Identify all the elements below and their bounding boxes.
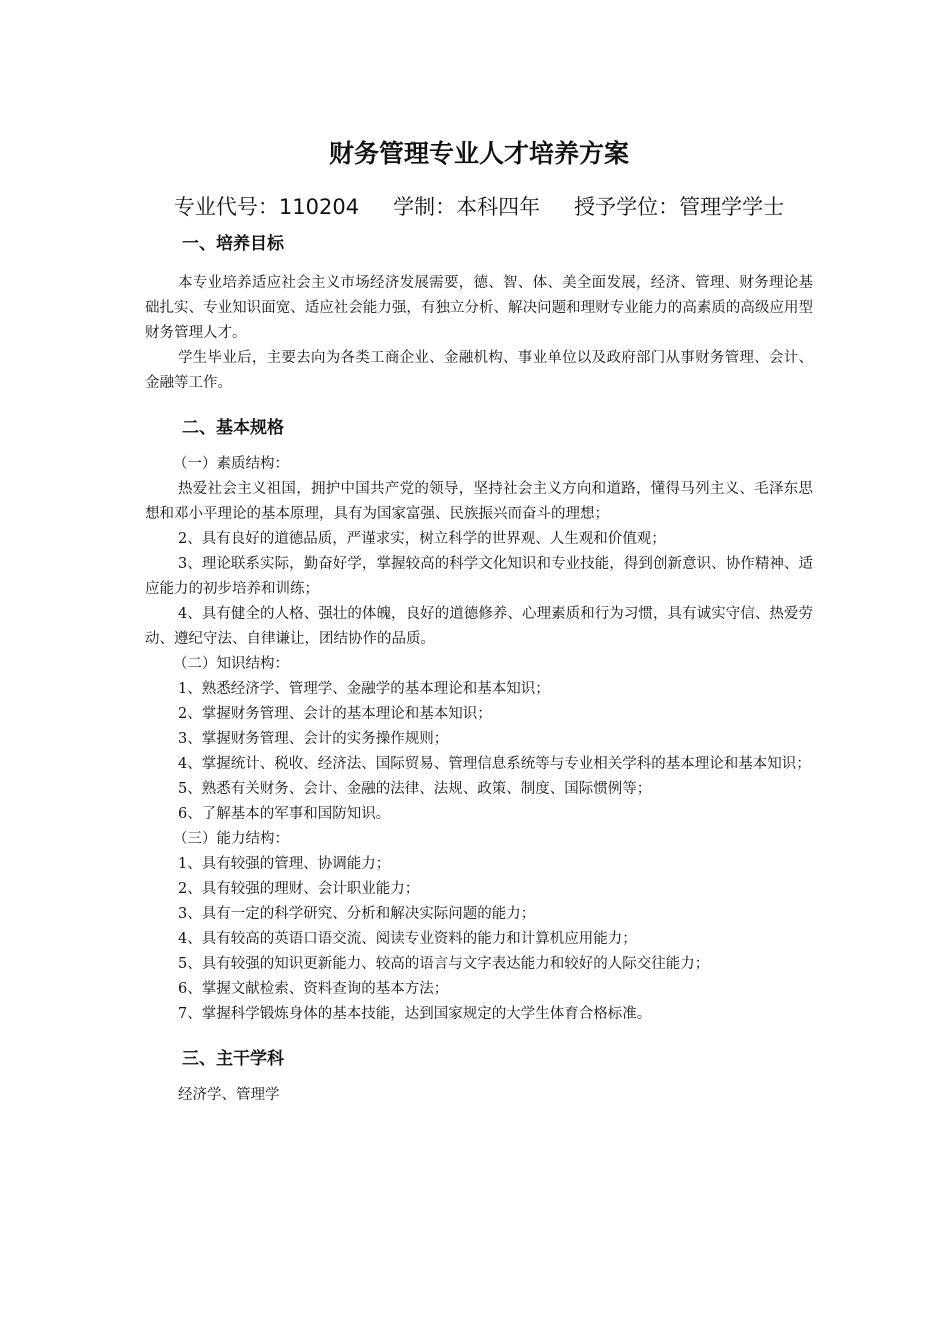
ability-item-4: 4、具有较高的英语口语交流、阅读专业资料的能力和计算机应用能力； bbox=[178, 931, 637, 947]
quality-item-3: 3、理论联系实际，勤奋好学，掌握较高的科学文化知识和专业技能，得到创新意识、协作精神、适应能力的初步培养和训练； bbox=[145, 556, 813, 597]
subsection-knowledge-structure: （二）知识结构： bbox=[173, 656, 289, 672]
knowledge-item-2: 2、掌握财务管理、会计的基本理论和基本知识； bbox=[178, 706, 492, 722]
section-heading-core-disciplines: 三、主干学科 bbox=[182, 1049, 284, 1069]
objectives-paragraph-2: 学生毕业后，主要去向为各类工商企业、金融机构、事业单位以及政府部门从事财务管理、会计、金融等工作。 bbox=[145, 350, 813, 391]
core-disciplines-text: 经济学、管理学 bbox=[178, 1087, 280, 1103]
ability-item-5: 5、具有较强的知识更新能力、较高的语言与文字表达能力和较好的人际交往能力； bbox=[178, 956, 710, 972]
quality-item-4: 4、具有健全的人格、强壮的体魄，良好的道德修养、心理素质和行为习惯，具有诚实守信、热爱劳动、遵纪守法、自律谦让，团结协作的品质。 bbox=[145, 606, 813, 647]
knowledge-item-1: 1、熟悉经济学、管理学、金融学的基本理论和基本知识； bbox=[178, 681, 550, 697]
program-meta bbox=[145, 192, 813, 222]
program-degree: 授予学位：管理学学士 bbox=[574, 195, 785, 219]
quality-item-2: 2、具有良好的道德品质，严谨求实，树立科学的世界观、人生观和价值观； bbox=[178, 531, 666, 547]
subsection-quality-structure: （一）素质结构： bbox=[173, 456, 289, 472]
ability-item-1: 1、具有较强的管理、协调能力； bbox=[178, 856, 391, 872]
section-heading-objectives: 一、培养目标 bbox=[182, 234, 284, 254]
ability-item-7: 7、掌握科学锻炼身体的基本技能，达到国家规定的大学生体育合格标准。 bbox=[178, 1006, 652, 1022]
knowledge-item-6: 6、了解基本的军事和国防知识。 bbox=[178, 806, 391, 822]
knowledge-item-4: 4、掌握统计、税收、经济法、国际贸易、管理信息系统等与专业相关学科的基本理论和基本知识； bbox=[178, 756, 811, 772]
ability-item-3: 3、具有一定的科学研究、分析和解决实际问题的能力； bbox=[178, 906, 536, 922]
program-duration: 学制：本科四年 bbox=[393, 195, 541, 219]
section-heading-specifications: 二、基本规格 bbox=[182, 418, 284, 438]
ability-item-6: 6、掌握文献检索、资料查询的基本方法； bbox=[178, 981, 449, 997]
quality-item-1: 热爱社会主义祖国，拥护中国共产党的领导，坚持社会主义方向和道路，懂得马列主义、毛泽东思想和邓小平理论的基本原理，具有为国家富强、民族振兴而奋斗的理想； bbox=[145, 481, 813, 522]
document-page bbox=[145, 130, 813, 1108]
program-code: 专业代号：110204 bbox=[173, 195, 360, 219]
document-title: 财务管理专业人才培养方案 bbox=[328, 139, 629, 168]
subsection-ability-structure: （三）能力结构： bbox=[173, 831, 289, 847]
objectives-paragraph-1: 本专业培养适应社会主义市场经济发展需要，德、智、体、美全面发展，经济、管理、财务理论基础扎实、专业知识面宽、适应社会能力强，有独立分析、解决问题和理财专业能力的高素质的高级应用型财务管理人才。 bbox=[145, 275, 813, 341]
knowledge-item-3: 3、掌握财务管理、会计的实务操作规则； bbox=[178, 731, 449, 747]
knowledge-item-5: 5、熟悉有关财务、会计、金融的法律、法规、政策、制度、国际惯例等； bbox=[178, 781, 652, 797]
ability-item-2: 2、具有较强的理财、会计职业能力； bbox=[178, 881, 420, 897]
